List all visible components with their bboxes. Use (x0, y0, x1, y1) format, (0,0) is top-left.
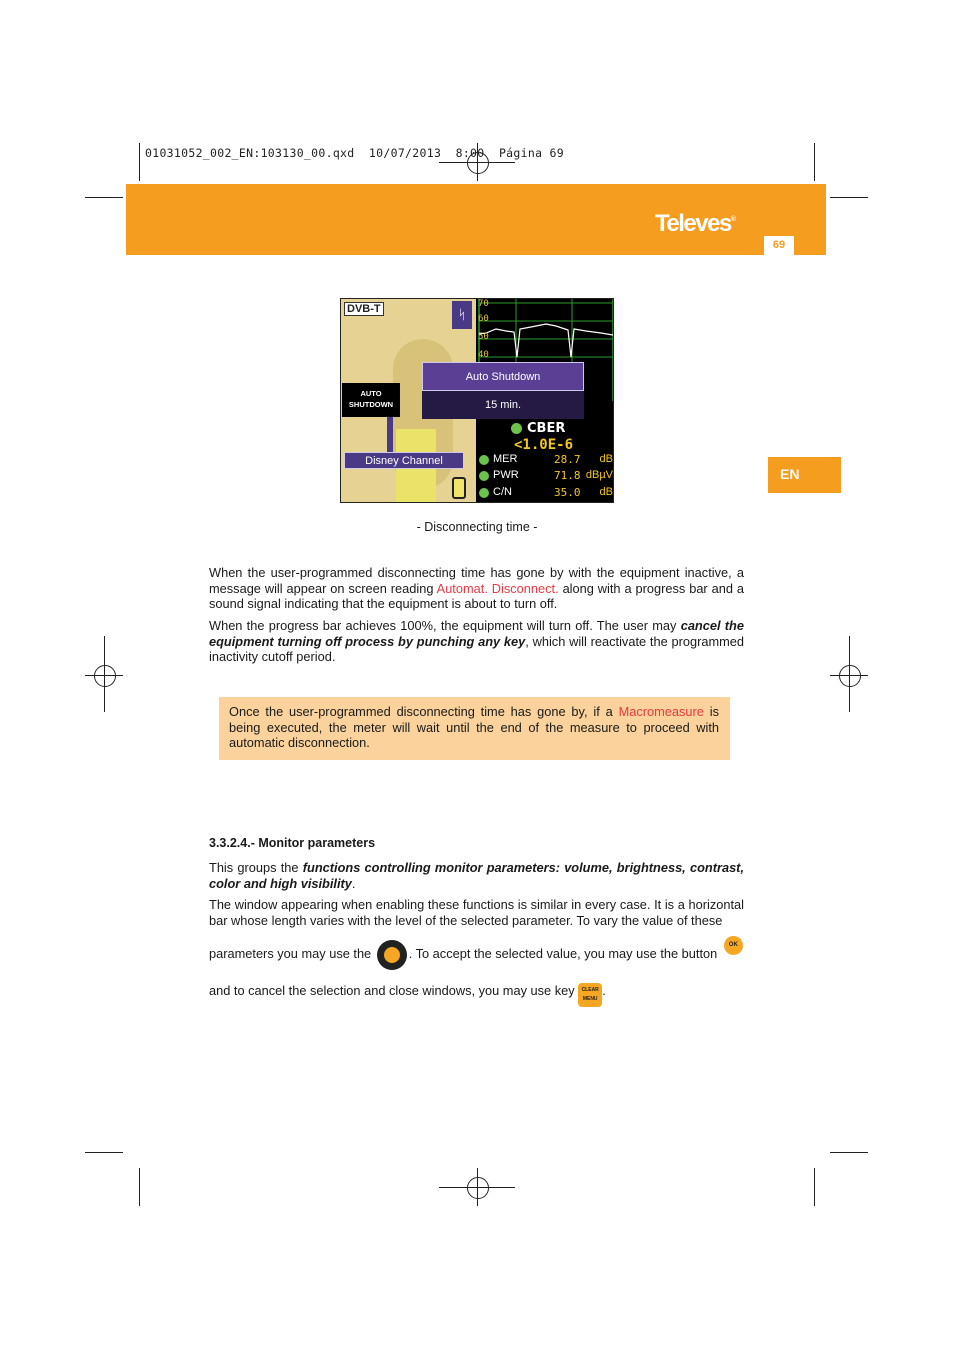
paragraph (209, 936, 744, 972)
note-box (219, 697, 730, 760)
check-icon (479, 471, 489, 481)
crop-mark (814, 1168, 815, 1206)
registration-circle (839, 665, 861, 687)
text-run: When the progress bar achieves 100%, the equipment will turn off. The user may (209, 618, 681, 633)
cber-value: <1.0E-6 (514, 437, 574, 453)
section-title: 3.3.2.4.- Monitor parameters (209, 836, 376, 850)
level-bar (387, 417, 393, 453)
dvbt-icon: DVB-T (344, 302, 384, 316)
measurement-value: 28.7 (554, 453, 581, 466)
auto-label-line: SHUTDOWN (348, 400, 394, 409)
print-slug: 01031052_002_EN:103130_00.qxd 10/07/2013 8:00 Página 69 (145, 146, 564, 160)
crop-mark (85, 197, 123, 198)
auto-label-line: AUTO (360, 389, 382, 398)
axis-tick: 40 (478, 350, 489, 360)
axis-tick: 70 (478, 299, 489, 309)
figure-caption: - Disconnecting time - (416, 520, 538, 534)
axis-tick: 50 (478, 332, 489, 342)
emphasis: cancel the equipment turning off process by punching any key (209, 618, 744, 649)
highlight-term: Automat. Disconnect. (436, 580, 559, 596)
text-run: and to cancel the selection and close windows, you may use key (209, 983, 579, 998)
auto-shutdown-label (342, 383, 400, 417)
channel-label: Disney Channel (344, 452, 464, 469)
antenna-icon: ᛋ (452, 301, 472, 329)
paragraph (209, 565, 744, 612)
note-text (229, 704, 719, 751)
measurement-unit: dB (599, 453, 613, 465)
measurement-name: C/N (493, 486, 512, 498)
popup-value[interactable]: 15 min. (422, 391, 584, 419)
registration-circle (467, 1177, 489, 1199)
crop-mark (830, 197, 868, 198)
text-run: . To accept the selected value, you may use the button (408, 946, 721, 961)
check-icon (511, 423, 522, 434)
battery-icon (452, 477, 466, 499)
paragraph (209, 860, 744, 891)
text-run: When the user-programmed disconnecting time has gone by with the equipment inactive, a message will appear on screen reading (209, 565, 744, 596)
registration-circle (94, 665, 116, 687)
text-run: is being executed, the meter will wait until the end of the measure to proceed with automatic disconnection. (229, 704, 719, 751)
popup-title: Auto Shutdown (422, 362, 584, 391)
measurement-value: 71.8 (554, 469, 581, 482)
text-run: This groups the (209, 860, 303, 875)
crop-mark (830, 1152, 868, 1153)
crop-mark (139, 143, 140, 181)
menu-key-label: MENU (582, 996, 598, 1002)
menu-key-label: CLEAR (581, 987, 599, 993)
measurement-name: PWR (493, 469, 519, 481)
measurement-row (479, 469, 613, 485)
paragraph: The window appearing when enabling these functions is similar in every case. It is a horizontal bar whose length varies with the level of the selected parameter. To vary the value of these (209, 897, 744, 928)
crop-mark (139, 1168, 140, 1206)
rotary-knob-icon (377, 940, 407, 970)
paragraph (209, 975, 744, 1007)
text-run: , which will reactivate the programmed inactivity cutoff period. (209, 633, 745, 665)
language-tab: EN (768, 457, 841, 493)
menu-button-icon (578, 983, 602, 1007)
text-run: . (351, 875, 356, 891)
highlight-term: Macromeasure (618, 704, 704, 719)
crop-mark (85, 1152, 123, 1153)
cber-label: CBER (527, 421, 566, 436)
measurement-row (479, 486, 613, 502)
measurement-row (479, 453, 613, 469)
axis-tick: 60 (478, 314, 489, 324)
page-number: 69 (764, 236, 794, 255)
brand-logo: Televes® (655, 210, 736, 237)
check-icon (479, 488, 489, 498)
text-run: . (602, 983, 606, 998)
paragraph (209, 618, 744, 665)
measurement-value: 35.0 (554, 486, 581, 499)
text-run: parameters you may use the (209, 946, 375, 961)
device-screen (340, 298, 614, 503)
crop-mark (814, 143, 815, 181)
text-run: along with a progress bar and a sound signal indicating that the equipment is about to turn off. (209, 580, 744, 612)
check-icon (479, 455, 489, 465)
ok-button-icon: OK (724, 936, 743, 955)
measurement-name: MER (493, 453, 518, 465)
emphasis: functions controlling monitor parameters: volume, brightness, contrast, color and high visibility (209, 860, 744, 891)
measurement-unit: dBµV (585, 469, 613, 481)
measurement-unit: dB (599, 486, 613, 498)
text-run: Once the user-programmed disconnecting time has gone by, if a (229, 704, 619, 719)
